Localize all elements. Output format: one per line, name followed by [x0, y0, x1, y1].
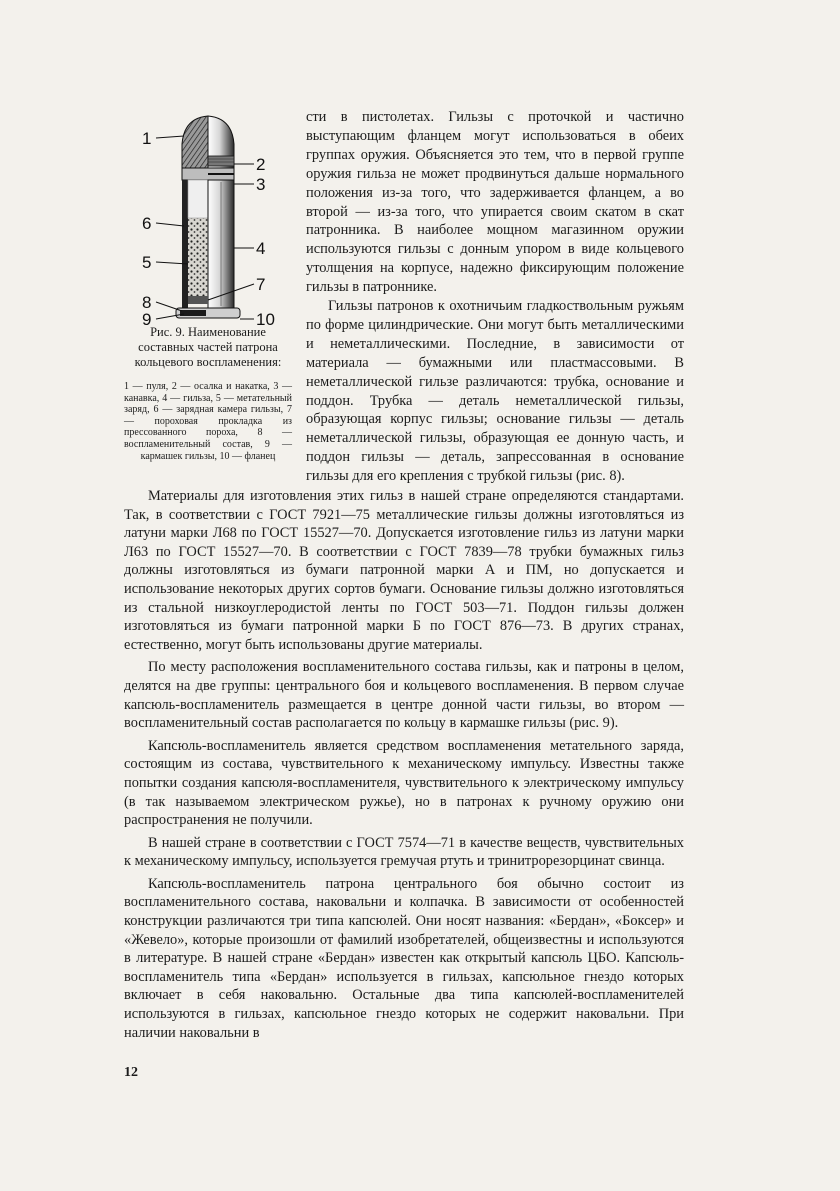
- callout-3: 3: [256, 175, 266, 194]
- paragraph-gun-groups: сти в пистолетах. Гильзы с проточкой и частично выступающим фланцем могут использоваться в обеих группах оружия. Объясняется это тем, что в первой группе оружия гильза не может продвинуться дальше нормального положения из-за того, что задерживается фланцем, а во второй — из-за того, что упирается своим скатом в скат патронника. В наиболее мощном магазинном оружии используются гильзы с донным упором в виде кольцевого утолщения на корпусе, надежно фиксирующим положение гильзы в патроннике.: [306, 109, 684, 296]
- callout-6: 6: [142, 214, 152, 233]
- paragraph-primer-types: Капсюль-воспламенитель патрона центрального боя обычно состоит из воспламенительного состава, наковальни и колпачка. В зависимости от особенностей конструкции различаются три типа капсюлей. Они носят названия: «Бердан», «Боксер» и «Жевело», которые произошли от фамилий изобретателей, общеизвестны и используются в литературе. В нашей стране «Бердан» известен как открытый капсюль ЦБО. Капсюль-воспламенитель типа «Бердан» используется в гильзах, капсюльное гнездо которых включает в себя наковальню. Остальные два типа капсюлей-воспламенителей используются в гильзах, капсюльное гнездо которых не содержит наковальни. При наличии наковальни в: [124, 875, 684, 1041]
- callout-4: 4: [256, 239, 266, 258]
- callout-7: 7: [256, 275, 266, 294]
- callout-5: 5: [142, 253, 152, 272]
- callout-9: 9: [142, 310, 152, 329]
- callout-8: 8: [142, 293, 152, 312]
- powder-wad: [188, 296, 208, 304]
- paragraph-shotgun-cases: Гильзы патронов к охотничьим гладкоствольным ружьям по форме цилиндрические. Они могут быть металлическими и неметаллическими. Последние, в зависимости от материала — бумажными или пластмассовыми. В неметаллической гильзе различаются: трубка, основание и поддон. Трубка — деталь неметаллической гильзы, образующая корпус гильзы; основание гильзы — деталь неметаллической гильзы, образующая ее донную часть, и поддон гильзы — деталь, запрессованная в основание гильзы для его крепления с трубкой гильзы (рис. 8).: [306, 298, 684, 485]
- paragraph-sensitive-substances: В нашей стране в соответствии с ГОСТ 7574—71 в качестве веществ, чувствительных к механическому импульсу, используется гремучая ртуть и тринитрорезорцинат свинца.: [124, 834, 684, 870]
- page-number: 12: [124, 1065, 138, 1080]
- paragraph-primer-location: По месту расположения воспламенительного состава гильзы, как и патроны в целом, делятся на две группы: центрального боя и кольцевого воспламенения. В первом случае капсюль-воспламенитель размещается в центре донной части гильзы, во втором — воспламенительный состав располагается по кольцу в кармашке гильзы (рис. 9).: [124, 659, 684, 732]
- bullet-section: [182, 116, 208, 168]
- body-text: [124, 487, 684, 1046]
- paragraph-primer-definition: Капсюль-воспламенитель является средством воспламенения метательного заряда, состоящим из состава, чувствительного к механическому импульсу. Известны также попытки создания капсюля-воспламенителя, чувствительного к электрическому импульсу (в так называемом электрическом ружье), но в патронах к ручному оружию они распространения не получили.: [124, 737, 684, 829]
- paragraph-materials: Материалы для изготовления этих гильз в нашей стране определяются стандартами. Так, в соответствии с ГОСТ 7921—75 металлические гильзы должны изготовляться из латуни марки Л68 по ГОСТ 15527—70. Допускается изготовление гильз из латуни марки Л63 по ГОСТ 15527—70. В соответствии с ГОСТ 7839—78 трубки бумажных гильз должны изготовляться из бумаги патронной марки А и ПМ, но допускается и использование некоторых других сортов бумаги. Основание гильзы должно изготовляться из стальной низкоуглеродистой ленты по ГОСТ 503—71. Поддон гильзы должен изготовляться из бумаги патронной марки Б по ГОСТ 876—73. В других странах, естественно, могут быть использованы другие материалы.: [124, 488, 684, 653]
- callout-10: 10: [256, 310, 275, 329]
- callout-1: 1: [142, 129, 152, 148]
- case-chamber: [188, 180, 208, 218]
- bullet-knurl: [208, 156, 234, 166]
- priming-pocket: [180, 310, 206, 316]
- callout-2: 2: [256, 155, 266, 174]
- figure-legend: 1 — пуля, 2 — осалка и накатка, 3 — канавка, 4 — гильза, 5 — метательный заряд, 6 — зарядная камера гильзы, 7 — пороховая прокладка из прессованного пороха, 8 — воспламенительный состав, 9 — кармашек гильзы, 10 — фланец: [124, 381, 292, 462]
- powder-charge: [188, 218, 208, 304]
- case-wall-left: [182, 180, 188, 308]
- figure-caption: Рис. 9. Наименование составных частей патрона кольцевого воспламенения:: [134, 325, 282, 369]
